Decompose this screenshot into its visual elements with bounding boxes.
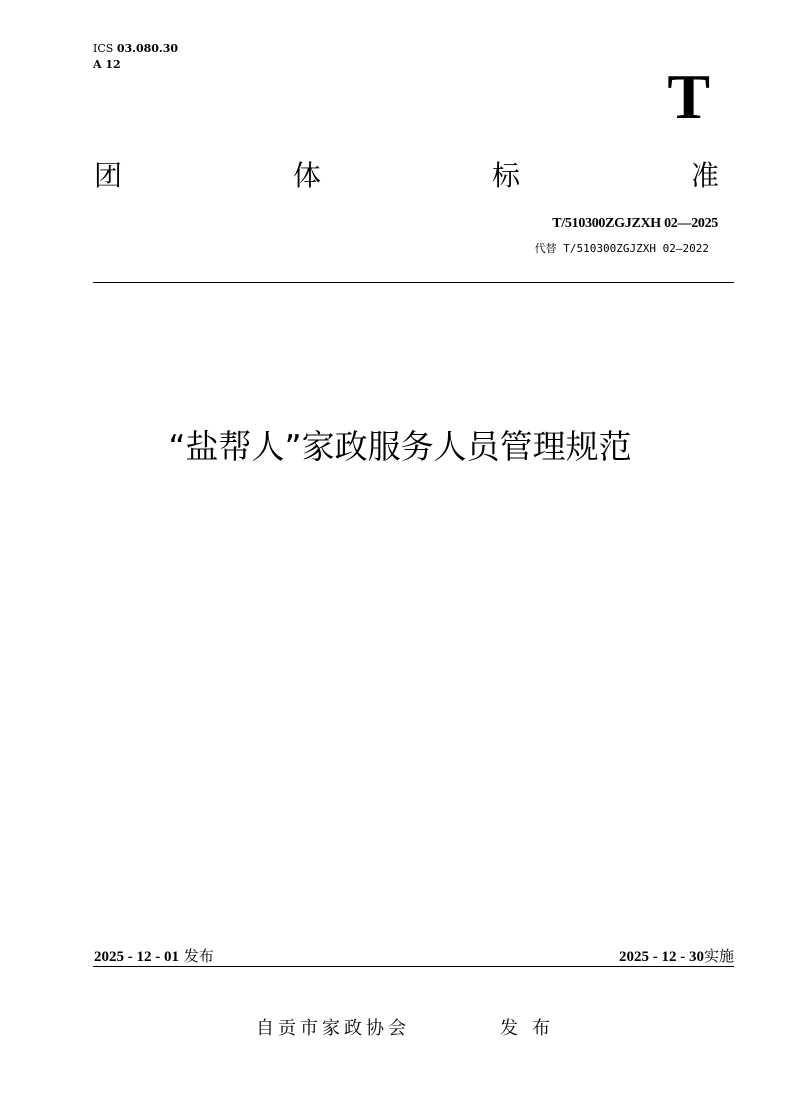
implement-label: 实施 xyxy=(703,947,734,965)
publisher-name: 自贡市家政协会 xyxy=(256,1018,410,1039)
category-letter: T xyxy=(667,61,710,132)
implement-date: 2025 - 12 - 30 xyxy=(618,949,704,965)
ics-line xyxy=(93,42,178,56)
replaces-standard: 代替 T/510300ZGJZXH 02—2022 xyxy=(534,242,709,255)
standard-type-char: 体 xyxy=(292,159,321,192)
standard-type-char: 标 xyxy=(491,159,520,192)
publish-action: 发布 xyxy=(500,1018,564,1039)
standard-type xyxy=(94,152,719,196)
standard-type-char: 准 xyxy=(690,159,719,192)
footer-divider xyxy=(93,966,734,967)
standard-type-char: 团 xyxy=(94,159,123,192)
standard-number: T/510300ZGJZXH 02—2025 xyxy=(552,216,718,231)
ics-code: 03.080.30 xyxy=(116,42,179,55)
issue-label: 发布 xyxy=(183,947,214,965)
ics-prefix: ICS xyxy=(93,42,114,55)
issue-date: 2025 - 12 - 01 xyxy=(94,949,179,965)
header-divider xyxy=(93,282,734,283)
implement-date-line xyxy=(619,946,734,967)
ccs-code: A 12 xyxy=(93,58,121,71)
document-title: “盐帮人”家政服务人员管理规范 xyxy=(168,427,632,466)
issue-date-line xyxy=(94,946,214,967)
